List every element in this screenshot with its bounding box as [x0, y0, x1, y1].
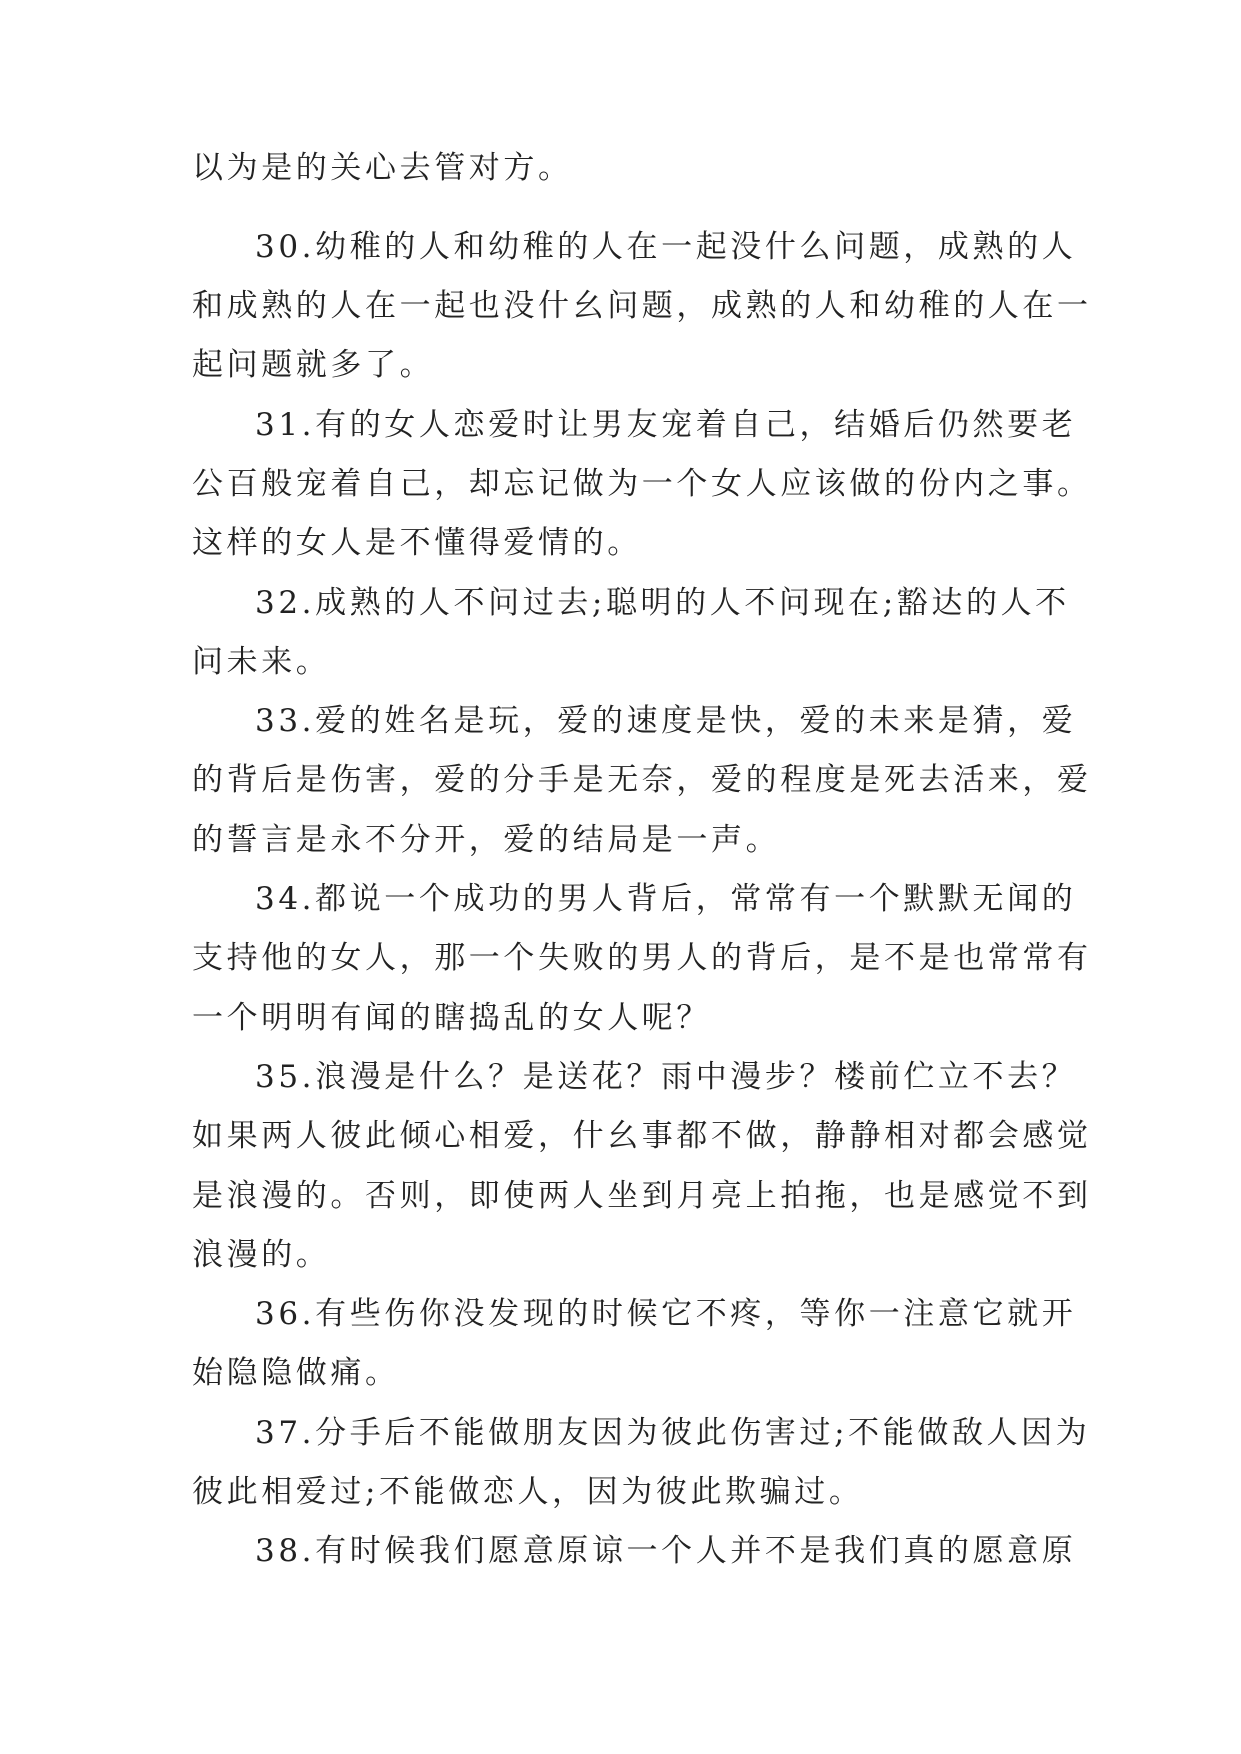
text-line: 这样的女人是不懂得爱情的。 — [192, 525, 642, 561]
text-line: 34.都说一个成功的男人背后，常常有一个默默无闻的 — [255, 881, 1077, 917]
text-line: 38.有时候我们愿意原谅一个人并不是我们真的愿意原 — [255, 1533, 1077, 1569]
text-line: 的誓言是永不分开，爱的结局是一声。 — [192, 822, 781, 858]
text-line: 一个明明有闻的瞎捣乱的女人呢？ — [192, 1000, 711, 1036]
text-line: 公百般宠着自己，却忘记做为一个女人应该做的份内之事。 — [192, 466, 1092, 502]
text-line: 和成熟的人在一起也没什幺问题，成熟的人和幼稚的人在一 — [192, 288, 1092, 324]
text-line: 起问题就多了。 — [192, 347, 435, 383]
text-line: 支持他的女人，那一个失败的男人的背后，是不是也常常有 — [192, 940, 1092, 976]
text-line: 30.幼稚的人和幼稚的人在一起没什么问题，成熟的人 — [255, 229, 1077, 265]
text-line: 32.成熟的人不问过去;聪明的人不问现在;豁达的人不 — [255, 585, 1070, 621]
text-line: 问未来。 — [192, 644, 331, 680]
text-line: 以为是的关心去管对方。 — [192, 150, 573, 186]
text-line: 如果两人彼此倾心相爱，什幺事都不做，静静相对都会感觉 — [192, 1118, 1092, 1154]
text-line: 始隐隐做痛。 — [192, 1355, 400, 1391]
text-line: 33.爱的姓名是玩，爱的速度是快，爱的未来是猜，爱 — [255, 703, 1077, 739]
text-line: 37.分手后不能做朋友因为彼此伤害过;不能做敌人因为 — [255, 1415, 1091, 1451]
text-line: 的背后是伤害，爱的分手是无奈，爱的程度是死去活来，爱 — [192, 762, 1092, 798]
text-line: 浪漫的。 — [192, 1237, 331, 1273]
text-line: 彼此相爱过;不能做恋人，因为彼此欺骗过。 — [192, 1474, 864, 1510]
text-line: 是浪漫的。否则，即使两人坐到月亮上拍拖，也是感觉不到 — [192, 1178, 1092, 1214]
text-line: 36.有些伤你没发现的时候它不疼，等你一注意它就开 — [255, 1296, 1077, 1332]
text-line: 35.浪漫是什么？是送花？雨中漫步？楼前伫立不去？ — [255, 1059, 1077, 1095]
text-line: 31.有的女人恋爱时让男友宠着自己，结婚后仍然要老 — [255, 407, 1077, 443]
